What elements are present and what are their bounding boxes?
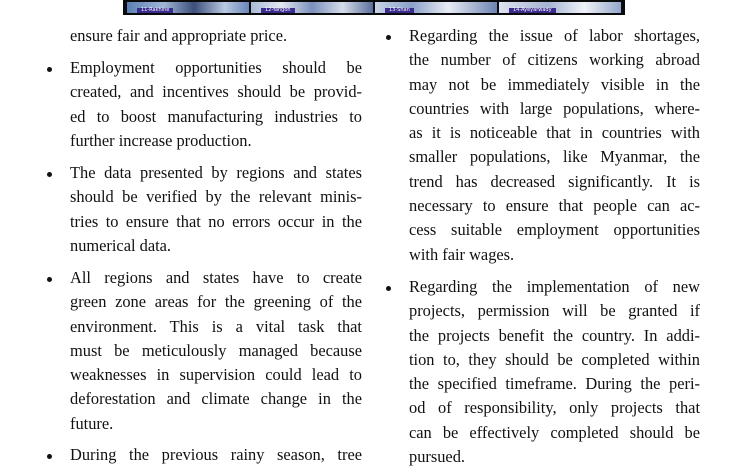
photo-panel [375,2,497,13]
photo-panel [127,2,249,13]
text-line: further increase production. [70,130,252,150]
bullet-dot [47,277,52,282]
text-line: Employment opportunities should be [70,58,362,77]
paragraph-text [70,161,362,258]
bullet-dot [386,35,391,40]
text-line: pursued. [409,447,465,467]
text-line: od of responsibility, only projects that [409,398,700,418]
photo-label: 14-Ayeyarwady [509,8,556,13]
text-line: the specified timeframe. During the peri- [409,374,700,394]
bullet-dot [47,172,52,177]
text-line: All regions and states have to create [70,268,362,287]
text-line: projects, permission will be granted if [409,301,700,321]
text-line: may not be immediately visible in the [409,74,700,94]
text-line: deforestation and climate change in the [70,389,362,409]
text-line: must be meticulously managed because [70,340,362,360]
text-line: the projects benefit the country. In addi- [409,325,700,345]
text-line: environment. This is a vital task that [70,316,362,336]
paragraph-text [409,275,700,469]
text-line: countries with large populations, where- [409,98,700,118]
text-line: The data presented by regions and states [70,163,362,182]
text-line: green zone areas for the greening of the [70,292,362,312]
text-line: Regarding the implementation of new [409,277,700,296]
photo-panel [499,2,621,13]
text-line: ed to boost manufacturing industries to [70,106,362,126]
text-line: the number of citizens working abroad [409,50,700,70]
text-line: numerical data. [70,235,172,255]
photo-strip [123,0,625,15]
text-line: as it is noticeable that in countries with [409,123,700,143]
text-line: created, and incentives should be provid- [70,82,362,102]
photo-label: 12-Yangon [261,8,295,13]
text-line: with fair wages. [409,244,515,264]
photo-label: 13-Shan [385,8,414,13]
text-line: tries to ensure that no errors occur in the [70,211,362,231]
text-line: future. [70,413,114,433]
paragraph-text [409,24,700,267]
paragraph-text [70,443,362,467]
text-line: weaknesses in supervision could lead to [70,365,362,385]
paragraph-text [70,24,362,48]
bullet-dot [386,286,391,291]
bullet-dot [47,454,52,459]
text-line: necessary to ensure that people can ac- [409,196,700,216]
text-line: ensure fair and appropriate price. [70,26,288,45]
bullet-dot [47,67,52,72]
text-line: cess suitable employment opportunities [409,220,700,240]
text-line: Regarding the issue of labor shortages, [409,26,700,45]
text-line: can be effectively completed should be [409,422,700,442]
text-line: tion to, they should be completed within [409,349,700,369]
photo-label: 11-Rakhine [137,8,173,13]
paragraph-text [70,266,362,436]
photo-panel [251,2,373,13]
text-line: should be verified by the relevant minis- [70,187,362,207]
paragraph-text [70,56,362,153]
text-line: smaller populations, like Myanmar, the [409,147,700,167]
text-line: trend has decreased significantly. It is [409,171,700,191]
text-line: During the previous rainy season, tree [70,445,362,464]
